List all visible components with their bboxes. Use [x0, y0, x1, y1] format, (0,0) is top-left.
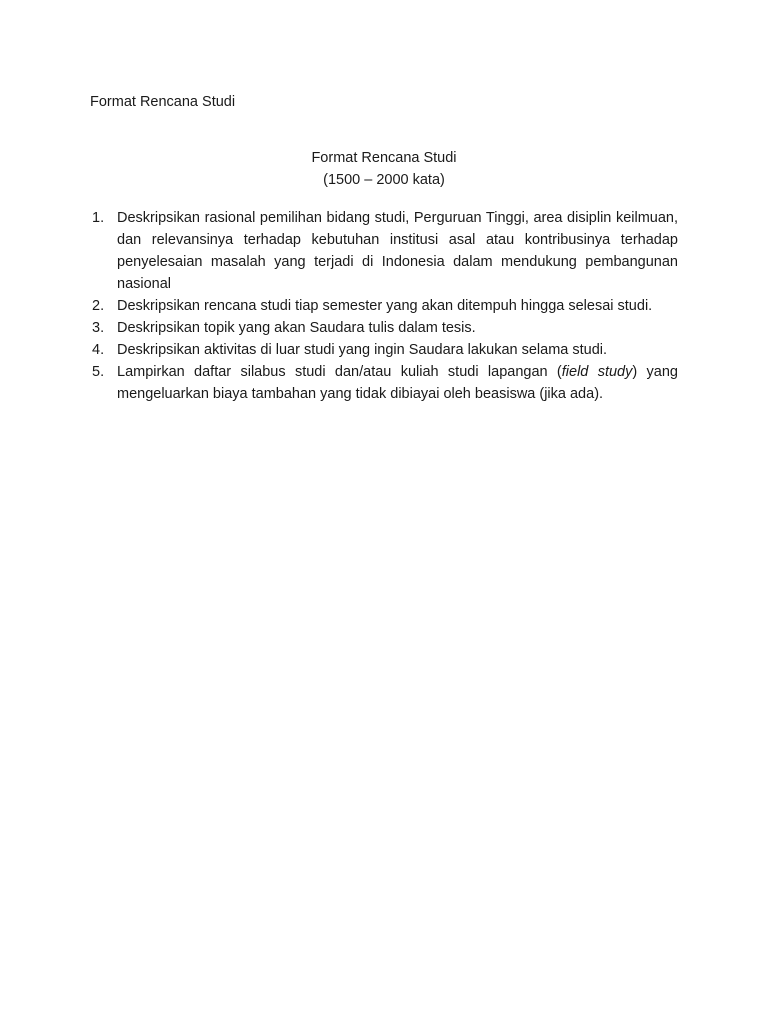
- list-item-text: Deskripsikan topik yang akan Saudara tulis dalam tesis.: [117, 320, 476, 336]
- list-item-text: Deskripsikan rencana studi tiap semester yang akan ditempuh hingga selesai studi.: [117, 298, 653, 314]
- document-subtitle: (1500 – 2000 kata): [323, 172, 445, 188]
- document-title: Format Rencana Studi: [311, 150, 457, 166]
- list-item-text-italic: field study: [561, 364, 633, 380]
- list-item-text-start: Lampirkan daftar silabus studi dan/atau kuliah studi lapangan (: [117, 364, 562, 380]
- document-header: Format Rencana Studi: [90, 94, 236, 110]
- list-item-text-end: ) yang mengeluarkan biaya tambahan yang tidak dibiayai oleh beasiswa (jika ada).: [117, 364, 678, 402]
- list-item-text: Deskripsikan aktivitas di luar studi yang ingin Saudara lakukan selama studi.: [117, 342, 608, 358]
- list-item-number: 5.: [92, 364, 105, 380]
- list-item-text: [117, 364, 678, 402]
- requirements-list: [90, 207, 678, 405]
- list-item-text: Deskripsikan rasional pemilihan bidang studi, Perguruan Tinggi, area disiplin keilmuan, dan relevansinya terhadap kebutuhan institusi asal atau kontribusinya terhadap penyelesaian masalah yang terjadi di Indonesia dalam mendukung pembangunan nasional: [117, 210, 678, 292]
- list-item: [90, 317, 678, 339]
- list-item-number: 4.: [92, 342, 105, 358]
- list-item: [90, 207, 678, 295]
- list-item: [90, 339, 678, 361]
- list-item: [90, 361, 678, 405]
- title-block: [90, 147, 678, 191]
- list-item-number: 2.: [92, 298, 105, 314]
- list-item: [90, 295, 678, 317]
- list-item-number: 1.: [92, 210, 105, 226]
- list-item-number: 3.: [92, 320, 105, 336]
